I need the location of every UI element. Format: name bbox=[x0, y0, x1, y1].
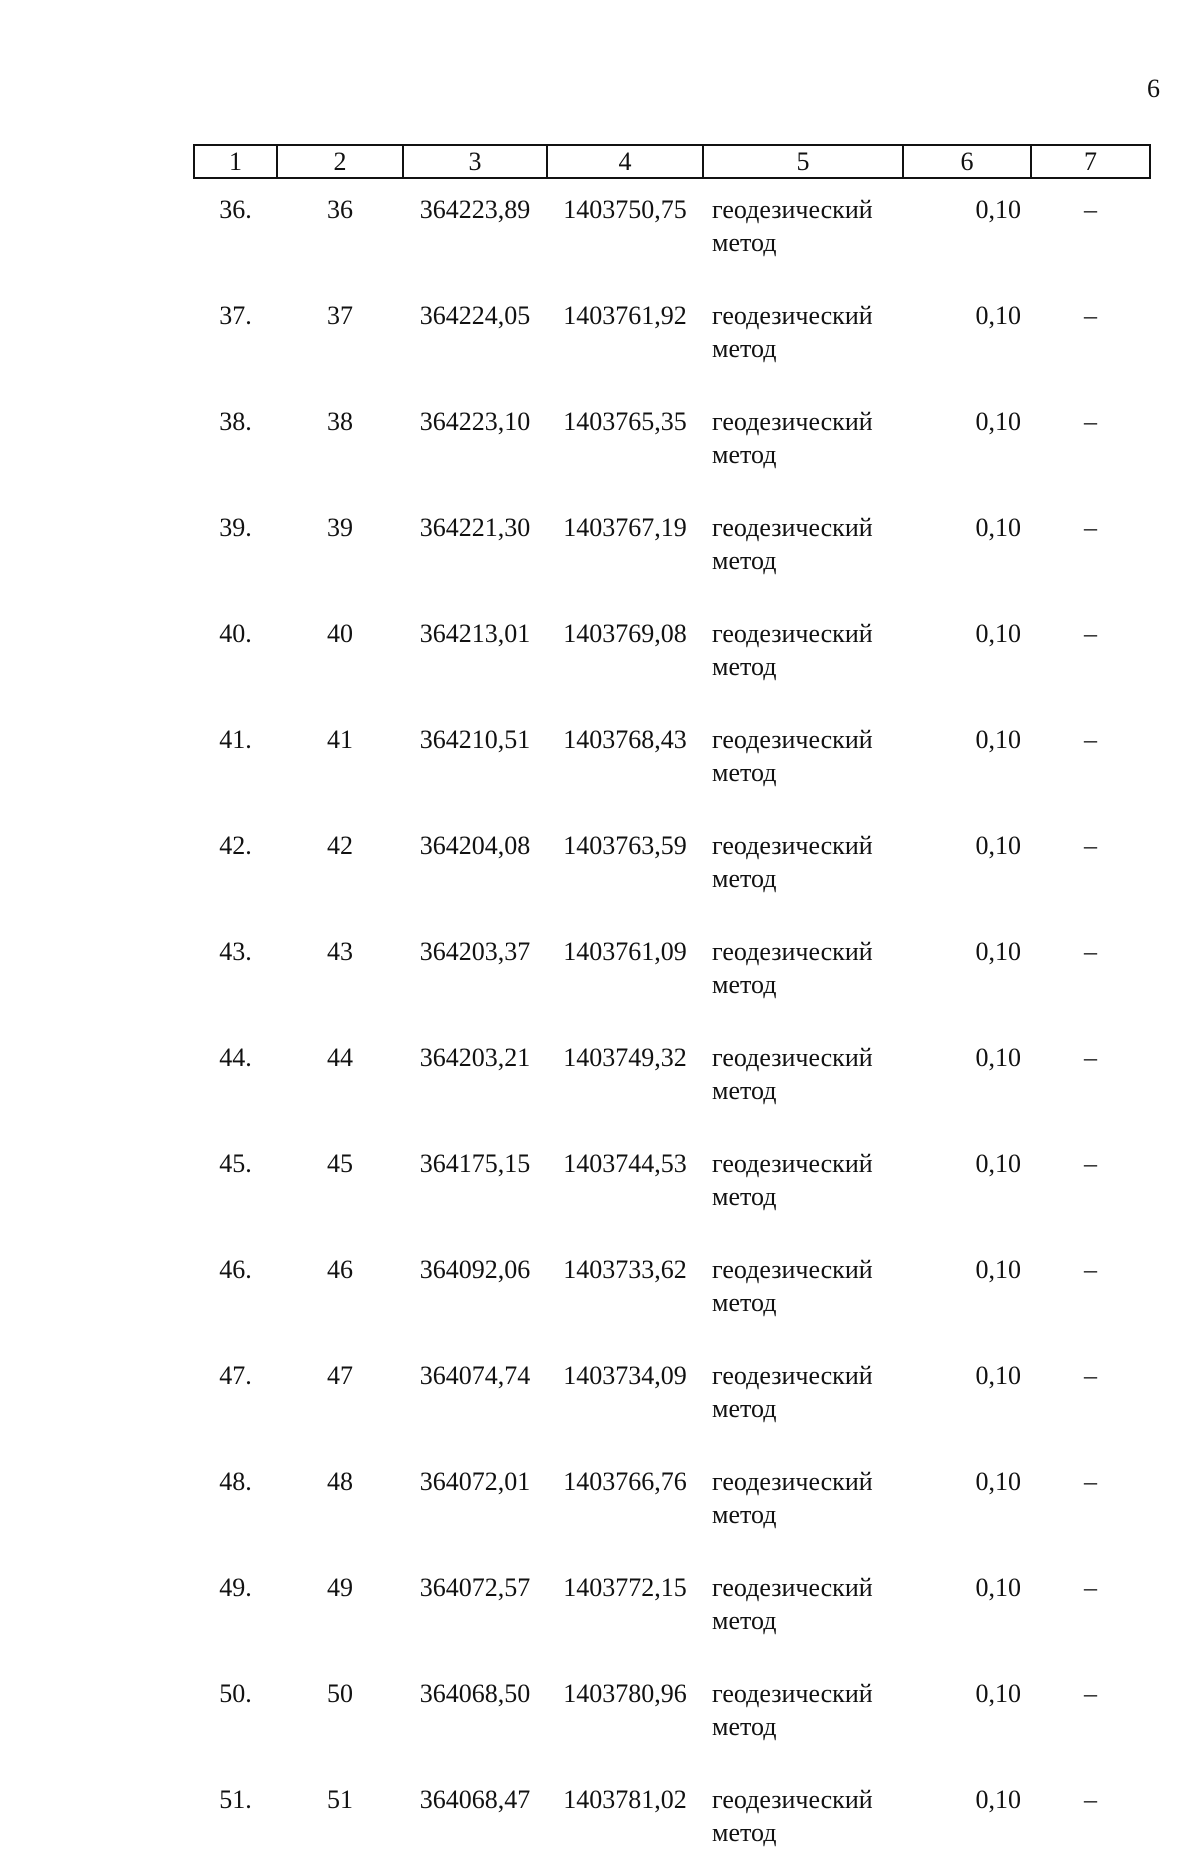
table-row bbox=[194, 705, 1150, 811]
row-number-cell: 49. bbox=[219, 1573, 252, 1602]
table-body bbox=[194, 178, 1150, 1871]
y-coordinate-cell: 1403763,59 bbox=[563, 831, 687, 860]
note-cell: – bbox=[1084, 1679, 1097, 1708]
accuracy-cell: 0,10 bbox=[975, 1361, 1021, 1390]
note-cell: – bbox=[1084, 1467, 1097, 1496]
method-line-2: метод bbox=[712, 864, 777, 893]
point-number-cell: 45 bbox=[327, 1149, 353, 1178]
header-cell: 7 bbox=[1031, 145, 1150, 178]
row-number-cell: 45. bbox=[219, 1149, 252, 1178]
y-coordinate-cell: 1403769,08 bbox=[563, 619, 687, 648]
point-number-cell: 49 bbox=[327, 1573, 353, 1602]
header-cell: 1 bbox=[194, 145, 277, 178]
row-number-cell: 50. bbox=[219, 1679, 252, 1708]
method-cell bbox=[703, 599, 903, 705]
method-cell bbox=[703, 493, 903, 599]
method-line-2: метод bbox=[712, 1076, 777, 1105]
method-line-1: геодезический bbox=[712, 1573, 873, 1602]
accuracy-cell: 0,10 bbox=[975, 725, 1021, 754]
y-coordinate-cell: 1403749,32 bbox=[563, 1043, 687, 1072]
accuracy-cell: 0,10 bbox=[975, 195, 1021, 224]
accuracy-cell: 0,10 bbox=[975, 831, 1021, 860]
method-line-1: геодезический bbox=[712, 1785, 873, 1814]
method-line-1: геодезический bbox=[712, 1467, 873, 1496]
method-line-1: геодезический bbox=[712, 301, 873, 330]
header-cell: 5 bbox=[703, 145, 903, 178]
x-coordinate-cell: 364072,01 bbox=[419, 1467, 531, 1496]
table-row bbox=[194, 1765, 1150, 1871]
table-row bbox=[194, 1129, 1150, 1235]
point-number-cell: 46 bbox=[327, 1255, 353, 1284]
method-line-1: геодезический bbox=[712, 1043, 873, 1072]
x-coordinate-cell: 364092,06 bbox=[419, 1255, 531, 1284]
y-coordinate-cell: 1403772,15 bbox=[563, 1573, 687, 1602]
point-number-cell: 44 bbox=[327, 1043, 353, 1072]
header-cell: 4 bbox=[547, 145, 703, 178]
row-number-cell: 51. bbox=[219, 1785, 252, 1814]
note-cell: – bbox=[1084, 1043, 1097, 1072]
y-coordinate-cell: 1403750,75 bbox=[563, 195, 687, 224]
table-row bbox=[194, 493, 1150, 599]
method-cell bbox=[703, 705, 903, 811]
x-coordinate-cell: 364074,74 bbox=[419, 1361, 531, 1390]
x-coordinate-cell: 364223,10 bbox=[419, 407, 531, 436]
note-cell: – bbox=[1084, 1573, 1097, 1602]
note-cell: – bbox=[1084, 619, 1097, 648]
method-cell bbox=[703, 178, 903, 281]
note-cell: – bbox=[1084, 513, 1097, 542]
method-line-1: геодезический bbox=[712, 1149, 873, 1178]
accuracy-cell: 0,10 bbox=[975, 1149, 1021, 1178]
x-coordinate-cell: 364223,89 bbox=[419, 195, 531, 224]
note-cell: – bbox=[1084, 937, 1097, 966]
point-number-cell: 48 bbox=[327, 1467, 353, 1496]
x-coordinate-cell: 364203,21 bbox=[419, 1043, 531, 1072]
table-row bbox=[194, 1235, 1150, 1341]
note-cell: – bbox=[1084, 831, 1097, 860]
method-line-2: метод bbox=[712, 1500, 777, 1529]
method-cell bbox=[703, 281, 903, 387]
method-line-2: метод bbox=[712, 440, 777, 469]
point-number-cell: 43 bbox=[327, 937, 353, 966]
header-cell: 2 bbox=[277, 145, 403, 178]
point-number-cell: 51 bbox=[327, 1785, 353, 1814]
coordinates-table-container bbox=[193, 144, 1149, 1871]
table-row bbox=[194, 1553, 1150, 1659]
method-line-2: метод bbox=[712, 334, 777, 363]
method-line-1: геодезический bbox=[712, 725, 873, 754]
method-line-2: метод bbox=[712, 1818, 777, 1847]
table-header bbox=[194, 145, 1150, 178]
page-number: 6 bbox=[1147, 74, 1160, 103]
table-row bbox=[194, 178, 1150, 281]
accuracy-cell: 0,10 bbox=[975, 1679, 1021, 1708]
note-cell: – bbox=[1084, 407, 1097, 436]
y-coordinate-cell: 1403766,76 bbox=[563, 1467, 687, 1496]
accuracy-cell: 0,10 bbox=[975, 407, 1021, 436]
accuracy-cell: 0,10 bbox=[975, 1785, 1021, 1814]
row-number-cell: 43. bbox=[219, 937, 252, 966]
method-cell bbox=[703, 811, 903, 917]
method-cell bbox=[703, 1023, 903, 1129]
method-cell bbox=[703, 1129, 903, 1235]
method-cell bbox=[703, 917, 903, 1023]
method-line-2: метод bbox=[712, 1394, 777, 1423]
point-number-cell: 36 bbox=[327, 195, 353, 224]
method-line-1: геодезический bbox=[712, 619, 873, 648]
x-coordinate-cell: 364072,57 bbox=[419, 1573, 531, 1602]
accuracy-cell: 0,10 bbox=[975, 1043, 1021, 1072]
point-number-cell: 37 bbox=[327, 301, 353, 330]
note-cell: – bbox=[1084, 195, 1097, 224]
header-cell: 3 bbox=[403, 145, 547, 178]
x-coordinate-cell: 364068,50 bbox=[419, 1679, 531, 1708]
y-coordinate-cell: 1403733,62 bbox=[563, 1255, 687, 1284]
table-row bbox=[194, 281, 1150, 387]
table-row bbox=[194, 1659, 1150, 1765]
method-line-2: метод bbox=[712, 1606, 777, 1635]
y-coordinate-cell: 1403768,43 bbox=[563, 725, 687, 754]
method-line-1: геодезический bbox=[712, 195, 873, 224]
note-cell: – bbox=[1084, 1149, 1097, 1178]
x-coordinate-cell: 364204,08 bbox=[419, 831, 531, 860]
row-number-cell: 37. bbox=[219, 301, 252, 330]
note-cell: – bbox=[1084, 1255, 1097, 1284]
point-number-cell: 39 bbox=[327, 513, 353, 542]
y-coordinate-cell: 1403781,02 bbox=[563, 1785, 687, 1814]
row-number-cell: 38. bbox=[219, 407, 252, 436]
method-cell bbox=[703, 1341, 903, 1447]
note-cell: – bbox=[1084, 1785, 1097, 1814]
row-number-cell: 48. bbox=[219, 1467, 252, 1496]
method-line-2: метод bbox=[712, 1288, 777, 1317]
table-row bbox=[194, 387, 1150, 493]
point-number-cell: 47 bbox=[327, 1361, 353, 1390]
table-row bbox=[194, 1341, 1150, 1447]
method-line-1: геодезический bbox=[712, 937, 873, 966]
x-coordinate-cell: 364210,51 bbox=[419, 725, 531, 754]
header-cell: 6 bbox=[903, 145, 1031, 178]
accuracy-cell: 0,10 bbox=[975, 301, 1021, 330]
row-number-cell: 39. bbox=[219, 513, 252, 542]
method-line-2: метод bbox=[712, 758, 777, 787]
table-row bbox=[194, 599, 1150, 705]
method-line-2: метод bbox=[712, 1182, 777, 1211]
point-number-cell: 41 bbox=[327, 725, 353, 754]
method-cell bbox=[703, 387, 903, 493]
method-line-1: геодезический bbox=[712, 513, 873, 542]
method-line-1: геодезический bbox=[712, 407, 873, 436]
method-line-1: геодезический bbox=[712, 1361, 873, 1390]
point-number-cell: 40 bbox=[327, 619, 353, 648]
y-coordinate-cell: 1403761,09 bbox=[563, 937, 687, 966]
y-coordinate-cell: 1403761,92 bbox=[563, 301, 687, 330]
y-coordinate-cell: 1403765,35 bbox=[563, 407, 687, 436]
method-line-2: метод bbox=[712, 1712, 777, 1741]
row-number-cell: 40. bbox=[219, 619, 252, 648]
row-number-cell: 41. bbox=[219, 725, 252, 754]
y-coordinate-cell: 1403767,19 bbox=[563, 513, 687, 542]
row-number-cell: 47. bbox=[219, 1361, 252, 1390]
note-cell: – bbox=[1084, 725, 1097, 754]
method-line-2: метод bbox=[712, 546, 777, 575]
x-coordinate-cell: 364221,30 bbox=[419, 513, 531, 542]
table-row bbox=[194, 1447, 1150, 1553]
x-coordinate-cell: 364224,05 bbox=[419, 301, 531, 330]
row-number-cell: 36. bbox=[219, 195, 252, 224]
accuracy-cell: 0,10 bbox=[975, 1255, 1021, 1284]
method-line-1: геодезический bbox=[712, 831, 873, 860]
method-cell bbox=[703, 1765, 903, 1871]
y-coordinate-cell: 1403744,53 bbox=[563, 1149, 687, 1178]
row-number-cell: 46. bbox=[219, 1255, 252, 1284]
x-coordinate-cell: 364068,47 bbox=[419, 1785, 531, 1814]
table-row bbox=[194, 1023, 1150, 1129]
accuracy-cell: 0,10 bbox=[975, 1467, 1021, 1496]
method-line-1: геодезический bbox=[712, 1255, 873, 1284]
row-number-cell: 42. bbox=[219, 831, 252, 860]
point-number-cell: 42 bbox=[327, 831, 353, 860]
accuracy-cell: 0,10 bbox=[975, 513, 1021, 542]
table-row bbox=[194, 917, 1150, 1023]
method-cell bbox=[703, 1447, 903, 1553]
method-line-2: метод bbox=[712, 228, 777, 257]
header-row bbox=[194, 145, 1150, 178]
method-cell bbox=[703, 1553, 903, 1659]
method-line-2: метод bbox=[712, 652, 777, 681]
x-coordinate-cell: 364203,37 bbox=[419, 937, 531, 966]
accuracy-cell: 0,10 bbox=[975, 1573, 1021, 1602]
method-cell bbox=[703, 1235, 903, 1341]
point-number-cell: 50 bbox=[327, 1679, 353, 1708]
accuracy-cell: 0,10 bbox=[975, 619, 1021, 648]
y-coordinate-cell: 1403734,09 bbox=[563, 1361, 687, 1390]
note-cell: – bbox=[1084, 301, 1097, 330]
row-number-cell: 44. bbox=[219, 1043, 252, 1072]
coordinates-table bbox=[193, 144, 1151, 1871]
method-line-1: геодезический bbox=[712, 1679, 873, 1708]
x-coordinate-cell: 364213,01 bbox=[419, 619, 531, 648]
method-line-2: метод bbox=[712, 970, 777, 999]
x-coordinate-cell: 364175,15 bbox=[419, 1149, 531, 1178]
table-row bbox=[194, 811, 1150, 917]
point-number-cell: 38 bbox=[327, 407, 353, 436]
accuracy-cell: 0,10 bbox=[975, 937, 1021, 966]
method-cell bbox=[703, 1659, 903, 1765]
y-coordinate-cell: 1403780,96 bbox=[563, 1679, 687, 1708]
note-cell: – bbox=[1084, 1361, 1097, 1390]
